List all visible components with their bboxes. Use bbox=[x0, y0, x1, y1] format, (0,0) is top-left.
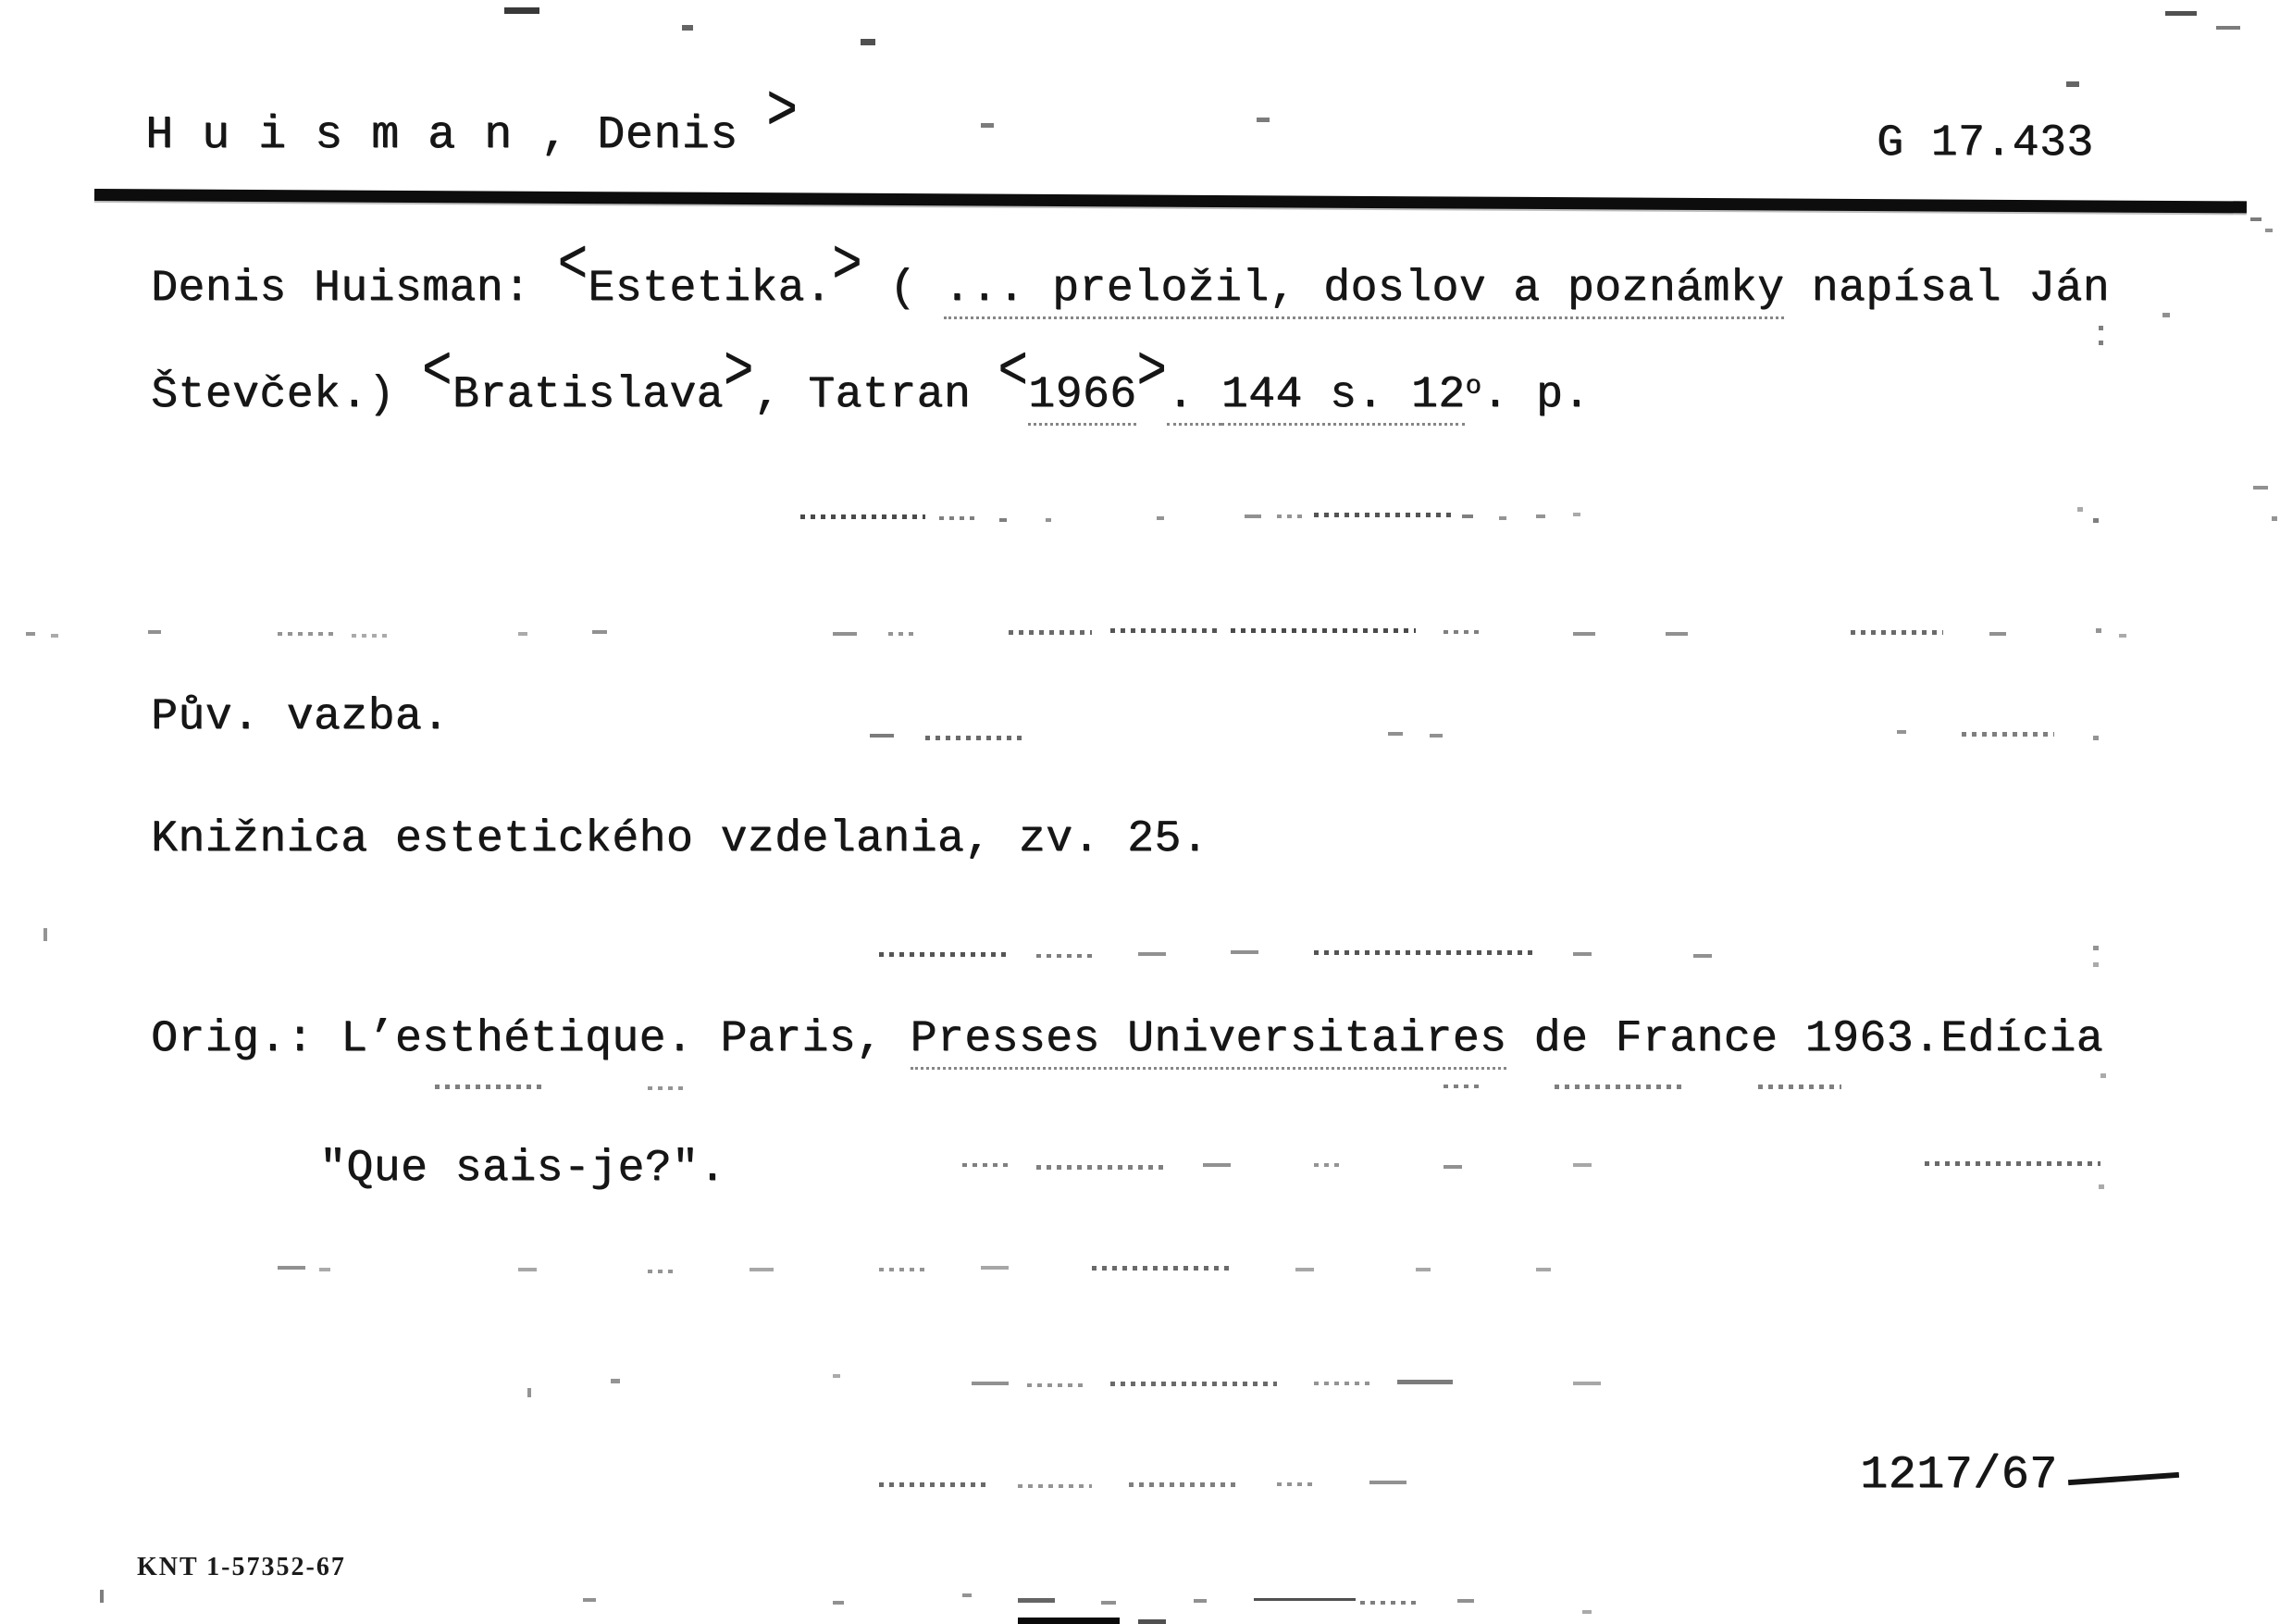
scan-artifact bbox=[833, 1601, 844, 1605]
author-heading bbox=[145, 74, 799, 163]
text-segment: de France 1963.Edícia bbox=[1506, 1014, 2103, 1064]
scan-artifact bbox=[1231, 628, 1416, 633]
scan-artifact bbox=[1027, 1383, 1083, 1387]
scan-artifact bbox=[2099, 1184, 2104, 1189]
scan-artifact bbox=[1444, 1085, 1481, 1088]
scan-artifact bbox=[2093, 962, 2099, 967]
scan-artifact bbox=[1138, 952, 1166, 956]
text-segment: Bratislava bbox=[452, 370, 724, 420]
scan-artifact bbox=[1194, 1599, 1207, 1603]
scan-artifact bbox=[2066, 81, 2079, 87]
scan-artifact bbox=[1457, 1599, 1474, 1603]
scan-artifact bbox=[999, 518, 1007, 522]
shelf-mark: G 17.433 bbox=[1877, 118, 2094, 168]
scan-artifact bbox=[2165, 11, 2197, 16]
insertion-mark: > bbox=[1136, 337, 1168, 408]
scan-artifact bbox=[1314, 513, 1453, 517]
scan-artifact bbox=[1444, 630, 1481, 634]
scan-artifact bbox=[1046, 518, 1051, 522]
scan-artifact bbox=[1138, 1619, 1166, 1624]
scan-artifact bbox=[352, 634, 389, 638]
scan-artifact bbox=[1897, 730, 1906, 734]
description-line-2 bbox=[151, 337, 1591, 423]
scan-artifact bbox=[1092, 1266, 1231, 1271]
text-segment: Števček.) bbox=[151, 370, 423, 420]
scan-artifact bbox=[1203, 1163, 1231, 1167]
text-segment: . p. bbox=[1481, 370, 1591, 420]
scan-artifact bbox=[2272, 516, 2277, 521]
scan-artifact bbox=[435, 1085, 546, 1089]
text-segment: , Tatran bbox=[753, 370, 998, 420]
accession-number: 1217/67 bbox=[1860, 1449, 2058, 1502]
scan-artifact bbox=[1369, 1481, 1406, 1484]
text-segment: 144 s. 12 bbox=[1221, 370, 1466, 426]
scan-artifact bbox=[1257, 118, 1270, 122]
scan-artifact bbox=[2100, 1073, 2106, 1078]
text-segment: Estetika. bbox=[588, 264, 833, 314]
text-segment: o bbox=[1465, 370, 1482, 402]
scan-artifact bbox=[1536, 514, 1545, 518]
scan-artifact bbox=[962, 1593, 972, 1597]
scan-artifact bbox=[518, 1268, 537, 1271]
scan-artifact bbox=[1110, 628, 1221, 633]
text-segment: Orig.: L’esthétique. Paris, bbox=[151, 1014, 911, 1064]
scan-artifact bbox=[1018, 1618, 1120, 1624]
scan-artifact bbox=[1314, 950, 1536, 955]
scan-artifact bbox=[583, 1598, 596, 1602]
scan-artifact bbox=[148, 630, 161, 634]
scan-artifact bbox=[1989, 632, 2006, 636]
scan-artifact bbox=[1009, 630, 1092, 635]
scan-artifact bbox=[1666, 632, 1688, 636]
text-segment: 1966 bbox=[1028, 370, 1136, 426]
scan-artifact bbox=[1231, 950, 1258, 954]
scan-artifact bbox=[2119, 634, 2126, 638]
insertion-mark: > bbox=[832, 230, 862, 302]
scan-artifact bbox=[1536, 1268, 1551, 1271]
scan-artifact bbox=[888, 632, 916, 636]
scan-artifact bbox=[1925, 1161, 2100, 1166]
scan-artifact bbox=[1314, 1382, 1369, 1385]
text-segment: Denis Huisman: bbox=[151, 264, 558, 314]
insertion-mark: > bbox=[766, 74, 799, 149]
scan-artifact bbox=[1573, 952, 1592, 956]
scan-artifact bbox=[278, 632, 333, 636]
scan-artifact bbox=[1962, 732, 2054, 737]
scan-artifact bbox=[1295, 1268, 1314, 1271]
insertion-mark: > bbox=[723, 337, 754, 408]
scan-artifact bbox=[1036, 954, 1092, 958]
description-line-1 bbox=[151, 230, 2110, 316]
scan-artifact bbox=[1573, 513, 1580, 516]
text-segment: ( bbox=[861, 264, 944, 314]
scan-artifact bbox=[2216, 26, 2240, 30]
insertion-mark: < bbox=[557, 230, 589, 302]
scan-artifact bbox=[2093, 736, 2099, 740]
scan-artifact bbox=[648, 1270, 675, 1273]
scan-artifact bbox=[1254, 1598, 1356, 1601]
scan-artifact bbox=[1693, 954, 1712, 958]
scan-artifact bbox=[939, 516, 976, 520]
scan-artifact bbox=[981, 1266, 1009, 1270]
scan-artifact bbox=[527, 1388, 531, 1397]
scan-artifact bbox=[2099, 326, 2103, 330]
scan-artifact bbox=[592, 630, 607, 634]
scan-artifact bbox=[1110, 1382, 1277, 1386]
scan-artifact bbox=[1397, 1380, 1453, 1384]
scan-artifact bbox=[1582, 1610, 1592, 1614]
scan-artifact bbox=[1129, 1482, 1240, 1487]
scan-artifact bbox=[1499, 516, 1506, 520]
scan-artifact bbox=[2099, 341, 2103, 345]
scan-artifact bbox=[2250, 217, 2261, 221]
author-heading-text: H u i s m a n , Denis bbox=[145, 109, 738, 162]
insertion-mark: < bbox=[998, 337, 1029, 408]
scan-artifact bbox=[2068, 1472, 2179, 1485]
scan-artifact bbox=[100, 1590, 104, 1603]
insertion-mark: < bbox=[422, 337, 452, 408]
scan-artifact bbox=[682, 25, 693, 31]
scan-artifact bbox=[1444, 1165, 1462, 1169]
scan-artifact bbox=[1758, 1085, 1841, 1089]
scan-artifact bbox=[925, 736, 1027, 740]
scan-artifact bbox=[833, 1374, 840, 1378]
scan-artifact bbox=[611, 1379, 620, 1383]
scan-artifact bbox=[833, 632, 857, 636]
scan-artifact bbox=[319, 1268, 330, 1271]
binding-note: Pův. vazba. bbox=[151, 692, 450, 742]
scan-artifact bbox=[504, 7, 539, 14]
scan-artifact bbox=[1036, 1165, 1166, 1170]
scan-artifact bbox=[1573, 632, 1595, 636]
scan-artifact bbox=[43, 928, 47, 941]
scan-artifact bbox=[1555, 1085, 1684, 1089]
scan-artifact bbox=[2096, 628, 2101, 633]
scan-artifact bbox=[2093, 946, 2099, 950]
scan-artifact bbox=[800, 514, 925, 519]
scan-artifact bbox=[1416, 1268, 1431, 1271]
scan-artifact bbox=[870, 734, 894, 738]
scan-artifact bbox=[51, 634, 58, 638]
scan-artifact bbox=[1018, 1598, 1055, 1603]
scan-artifact bbox=[2077, 507, 2083, 512]
print-code: KNT 1-57352-67 bbox=[137, 1553, 346, 1581]
scan-artifact bbox=[278, 1266, 305, 1270]
heading-rule bbox=[94, 189, 2247, 213]
scan-artifact bbox=[1157, 516, 1164, 520]
original-title-line-2: "Que sais-je?". bbox=[319, 1144, 726, 1194]
scan-artifact bbox=[2162, 313, 2170, 317]
scan-artifact bbox=[879, 1482, 990, 1487]
scan-artifact bbox=[1388, 732, 1403, 736]
text-segment: ... preložil, doslov a poznámky bbox=[944, 264, 1784, 319]
scan-artifact bbox=[1573, 1382, 1601, 1385]
text-segment: . bbox=[1167, 370, 1221, 426]
scan-artifact bbox=[981, 123, 994, 128]
scan-artifact bbox=[1573, 1163, 1592, 1167]
scan-artifact bbox=[1430, 734, 1443, 738]
scan-artifact bbox=[962, 1163, 1009, 1167]
scan-artifact bbox=[2253, 486, 2268, 490]
text-segment: napísal Ján bbox=[1784, 264, 2110, 314]
scan-artifact bbox=[861, 39, 875, 45]
scan-artifact bbox=[1851, 630, 1943, 635]
scan-artifact bbox=[518, 632, 527, 636]
scan-artifact bbox=[1101, 1601, 1116, 1605]
scan-artifact bbox=[1018, 1484, 1092, 1488]
scan-artifact bbox=[1314, 1163, 1342, 1167]
scan-artifact bbox=[1277, 514, 1305, 518]
scan-artifact bbox=[648, 1086, 685, 1090]
scan-artifact bbox=[26, 632, 35, 636]
scan-artifact bbox=[2093, 518, 2099, 523]
original-title-line-1 bbox=[151, 1014, 2103, 1065]
scan-artifact bbox=[1462, 514, 1473, 518]
scan-artifact bbox=[1277, 1482, 1314, 1486]
scan-artifact bbox=[879, 952, 1009, 957]
scan-artifact bbox=[1360, 1601, 1416, 1605]
scan-artifact bbox=[972, 1382, 1009, 1385]
text-segment: Presses Universitaires bbox=[911, 1014, 1507, 1070]
scan-artifact bbox=[1245, 514, 1261, 518]
scan-artifact bbox=[879, 1268, 925, 1271]
series-note: Knižnica estetického vzdelania, zv. 25. bbox=[151, 814, 1208, 864]
scan-artifact bbox=[2265, 229, 2273, 232]
scan-artifact bbox=[750, 1268, 774, 1271]
